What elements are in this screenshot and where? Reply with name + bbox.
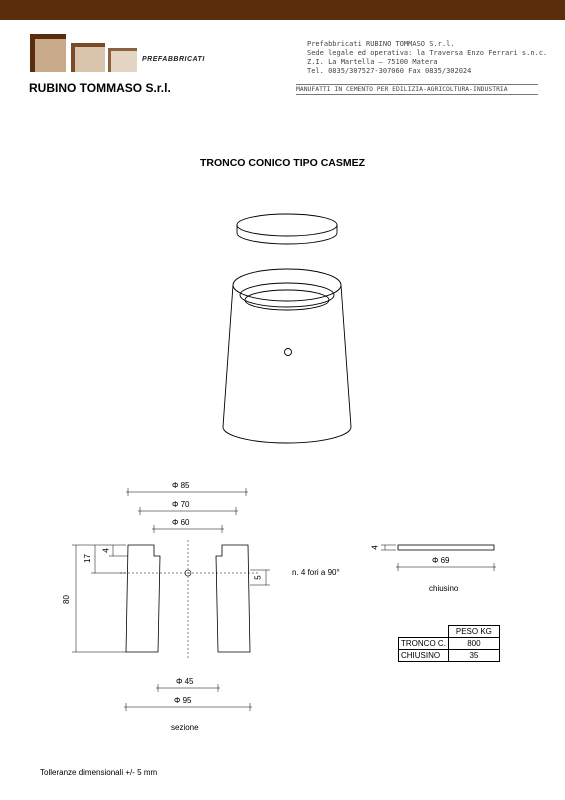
weight-item-name: TRONCO C. — [399, 638, 449, 650]
drawing-title: TRONCO CONICO TIPO CASMEZ — [199, 157, 366, 169]
conical-trunk-3d-view — [223, 269, 351, 443]
weights-header: PESO KG — [448, 626, 499, 638]
dim-height-5: 5 — [253, 575, 263, 580]
dim-diameter-69: Φ 69 — [432, 556, 450, 565]
dim-height-17: 17 — [82, 554, 92, 563]
section-label: sezione — [171, 723, 199, 732]
table-row — [399, 638, 500, 650]
dim-height-4: 4 — [101, 548, 111, 553]
table-row — [399, 650, 500, 662]
dim-lid-thickness-4: 4 — [370, 545, 380, 550]
lid-3d-view — [237, 214, 337, 244]
dim-diameter-85: Φ 85 — [172, 481, 190, 490]
section-drawing — [72, 488, 270, 711]
company-address — [307, 40, 547, 76]
address-line: Prefabbricati RUBINO TOMMASO S.r.l. — [307, 40, 455, 48]
table-row — [399, 626, 500, 638]
dim-diameter-70: Φ 70 — [172, 500, 190, 509]
address-line: Sede legale ed operativa: la Traversa Enzo Ferrari s.n.c. — [307, 49, 548, 57]
company-tagline: MANUFATTI IN CEMENTO PER EDILIZIA-AGRICOLTURA-INDUSTRIA — [296, 84, 538, 95]
dim-height-80: 80 — [61, 595, 71, 604]
address-line: Tel. 0835/307527-307060 Fax 0835/302024 — [307, 67, 472, 75]
tolerance-note: Tolleranze dimensionali +/- 5 mm — [40, 768, 158, 777]
company-name: RUBINO TOMMASO S.r.l. — [29, 81, 171, 95]
weights-table — [398, 625, 500, 662]
dim-diameter-45: Φ 45 — [176, 677, 194, 686]
dim-diameter-95: Φ 95 — [174, 696, 192, 705]
holes-note: n. 4 fori a 90° — [292, 568, 340, 577]
company-logo — [30, 34, 137, 72]
lid-label: chiusino — [429, 584, 459, 593]
side-hole — [285, 349, 292, 356]
weight-item-value: 800 — [448, 638, 499, 650]
address-line: Z.I. La Martella — 75100 Matera — [307, 58, 438, 66]
weight-item-name: CHIUSINO — [399, 650, 449, 662]
dim-diameter-60: Φ 60 — [172, 518, 190, 527]
prefab-label: PREFABBRICATI — [142, 56, 205, 63]
weight-item-value: 35 — [448, 650, 499, 662]
